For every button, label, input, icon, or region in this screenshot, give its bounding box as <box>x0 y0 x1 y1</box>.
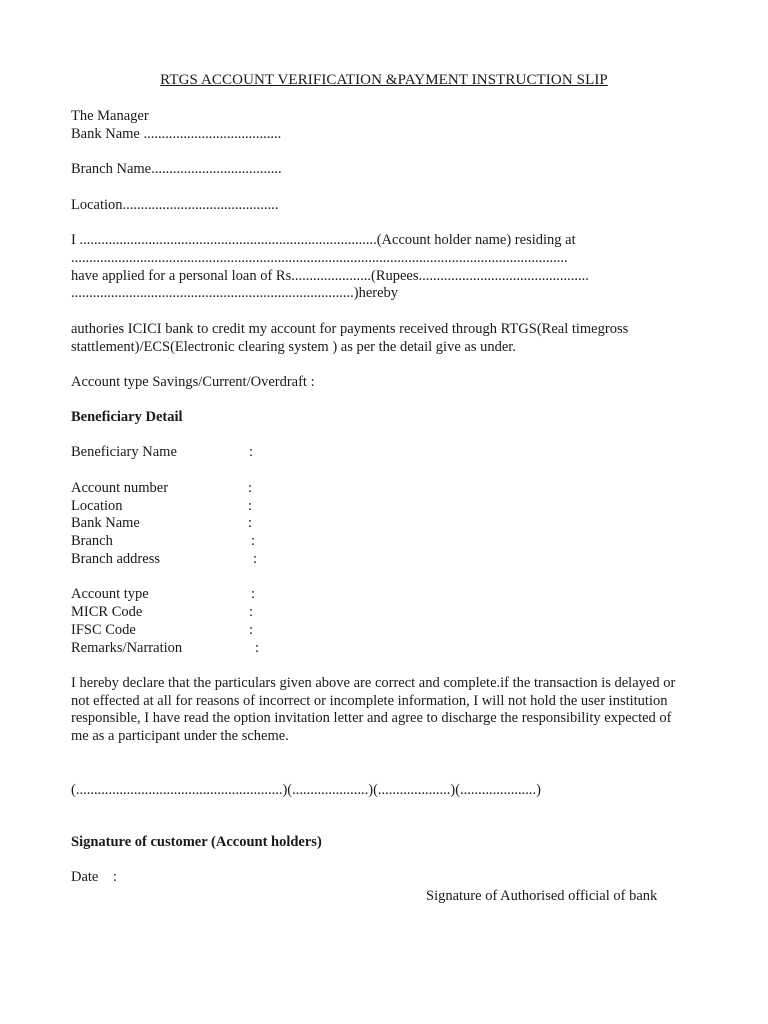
field-micr-code <box>71 604 331 622</box>
field-label: Beneficiary Name <box>71 444 177 460</box>
field-branch <box>71 533 331 551</box>
applicant-line-4: ..............................................................................)hereby <box>71 285 399 301</box>
branch-name-line: Branch Name.................................... <box>71 161 282 177</box>
field-colon: : <box>249 604 254 620</box>
field-label: Remarks/Narration <box>71 640 183 656</box>
field-beneficiary-name <box>71 444 331 462</box>
field-colon: : <box>251 533 256 549</box>
location-line: Location........................................... <box>71 197 279 213</box>
declaration-paragraph: I hereby declare that the particulars given above are correct and complete.if the transaction is delayed or not effected at all for reasons of incorrect or incomplete information, I will not hold the user institution responsible, I have read the option invitation letter and agree to discharge the responsibility expected of me as a participant under the scheme. <box>71 675 676 744</box>
field-label: Account number <box>71 480 169 496</box>
field-colon: : <box>249 444 254 460</box>
field-location <box>71 498 331 516</box>
field-colon: : <box>251 586 256 602</box>
field-colon: : <box>249 622 254 638</box>
field-account-number <box>71 480 331 498</box>
beneficiary-heading: Beneficiary Detail <box>71 409 183 425</box>
applicant-line-2: ......................................................................................................................................... <box>71 250 568 266</box>
field-label: Branch <box>71 533 113 549</box>
bank-name-line: Bank Name ...................................... <box>71 126 282 142</box>
addressee-manager: The Manager <box>71 108 149 124</box>
field-colon: : <box>255 640 260 656</box>
authorization-paragraph: authories ICICI bank to credit my account for payments received through RTGS(Real timegross stattlement)/ECS(Electronic clearing system ) as per the detail give as under. <box>71 321 629 355</box>
applicant-line-1: I ..................................................................................(Account holder name) residing at <box>71 232 576 248</box>
page-title: RTGS ACCOUNT VERIFICATION &PAYMENT INSTRUCTION SLIP <box>160 72 608 88</box>
field-label: MICR Code <box>71 604 143 620</box>
field-label: IFSC Code <box>71 622 136 638</box>
official-signature-label: Signature of Authorised official of bank <box>426 888 658 904</box>
date-label: Date : <box>71 869 117 885</box>
field-label: Location <box>71 498 123 514</box>
account-type-line: Account type Savings/Current/Overdraft : <box>71 374 315 390</box>
field-label: Bank Name <box>71 515 140 531</box>
field-colon: : <box>248 480 253 496</box>
field-ifsc-code <box>71 622 331 640</box>
field-colon: : <box>248 515 253 531</box>
field-colon: : <box>253 551 258 567</box>
customer-signature-label: Signature of customer (Account holders) <box>71 834 322 850</box>
field-label: Account type <box>71 586 149 602</box>
applicant-line-3: have applied for a personal loan of Rs......................(Rupees............................................... <box>71 268 589 284</box>
field-bank-name <box>71 515 331 533</box>
field-label: Branch address <box>71 551 160 567</box>
field-colon: : <box>248 498 253 514</box>
field-remarks-narration <box>71 640 331 658</box>
signature-boxes-line: (.........................................................)(.....................)(....................)(.....................) <box>71 782 542 798</box>
field-branch-address <box>71 551 331 569</box>
field-account-type <box>71 586 331 604</box>
